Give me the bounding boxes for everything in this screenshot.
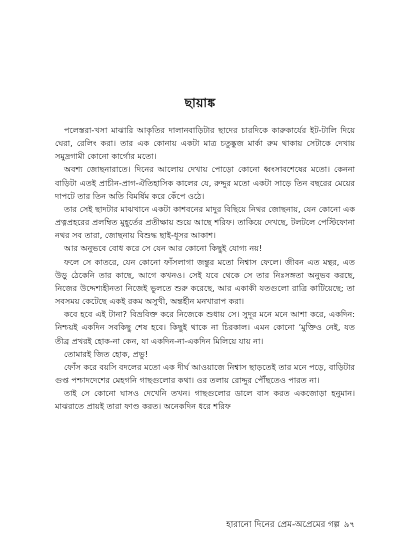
running-book-title: হারানো দিনের প্রেম-অপ্রেমের গল্প — [226, 520, 340, 530]
story-body — [55, 124, 355, 413]
story-title: ছায়াঙ্ক — [184, 95, 216, 110]
paragraph-5: ফলে সে কাতরে, যেন কোনো ফাঁসলাগা জন্তুর মতো নিশ্বাস ফেলে। জীবন এত মন্থর, এত উড়ু ঠেকেনি তার কাছে, আগে কখনও। সেই যবে থেকে সে তার নিঃসঙ্গতা অনুভব করছে, নিজের উদ্দেশ্যহীনতা নিজেই ভুলতে শুরু করেছে, আর একাকী যতগুলো রাত্রি কাটিয়েছে; তা সবসময় কেটেছে একই রকম অসুখী, অন্তর্হীন মনখারাপ করা। — [55, 256, 355, 307]
paragraph-4: আর অনুভবে বোধ করে সে যেন আর কোনো কিছুই যোগ্য নয়! — [64, 243, 263, 254]
paragraph-6: কবে হবে এই টানা? বিভ্রবিক্ত করে নিজেকে শুধায় সে। সুদূর মনে মনে আশা করে, একদিন: নিশ্চয়ই একদিন সবকিছু শেষ হবে। কিছুই থাকে না চিরকাল। এমন কোনো ‘মুক্তিও নেই, যত তীব্র প্রখরই হোক-না কেন, যা একদিন-না-একদিন মিলিয়ে যায় না। — [55, 309, 355, 346]
page-footer — [226, 518, 355, 532]
paragraph-3: তার সেই ছাদটার মাঝখানে একটা কাশবনের মাদুর বিছিয়ে নিথর জোছনায়, যেন কোনো এক প্রত্নপ্রহরের প্রলম্বিত মুহূর্তের প্রতীক্ষায় শুয়ে আছে শরিফ। তাকিয়ে দেখছে, টলটলে পেস্টিফোনা নথর সব তারা, জোছনায় বিশুদ্ধ ছাই-ধূসর আকাশ। — [55, 203, 355, 241]
paragraph-1: পলেস্তরা-খসা মাঝারি আকৃতির দালানবাড়িটার ছাদের চারদিকে কারুকার্যের ইট-টালি দিয়ে ঘেরা, রেলিং করা। তার এক কোনায় একটা মাত্র চতুষ্কুজ মার্কা রুম থাকায় সেটাকে দেখায় সমুদ্রগামী কোনো কার্গোর মতো। — [55, 125, 355, 162]
paragraph-9: তাই সে কোনো ঘাসও দেখেনি তখন। গাছগুলোর ডালে বাস করত একজোড়া হনুমান। মাঝরাতে প্রায়ই তারা ফাণ্ড করত। অনেকদিন ধরে শরিফ — [55, 388, 355, 412]
page-number: ৯৭ — [343, 520, 355, 530]
paragraph-2: অবশ্য জোছনারাতে। দিনের আলোয় দেখায় পোড়ো কোনো ধ্বংসাবশেষের মতো। কেননা বাড়িটা এতই প্রাচীন-প্রাগ-ঐতিহাসিক কালের যে, রুদ্দুর মতো একটা সাড়ে তিন বছরের মেয়ের দাপটে তার তিন অতি বিমর্ষিম করে কেঁপে ওঠে। — [55, 164, 355, 201]
paragraph-7: তোমারই জিত হোক, প্রভু! — [64, 348, 148, 359]
paragraph-8: ফোঁস করে বয়সি বদলের মতো এক দীর্ঘ আওয়াজে নিশ্বাস ছাড়তেই তার মনে পড়ে, বাড়িটার গুপ্ত পশ্চাদদেশের মেহগনি গাছগুলোর কথা। ওর তলায় রোদ্দুর পৌঁছতেও পারত না। — [55, 361, 355, 385]
